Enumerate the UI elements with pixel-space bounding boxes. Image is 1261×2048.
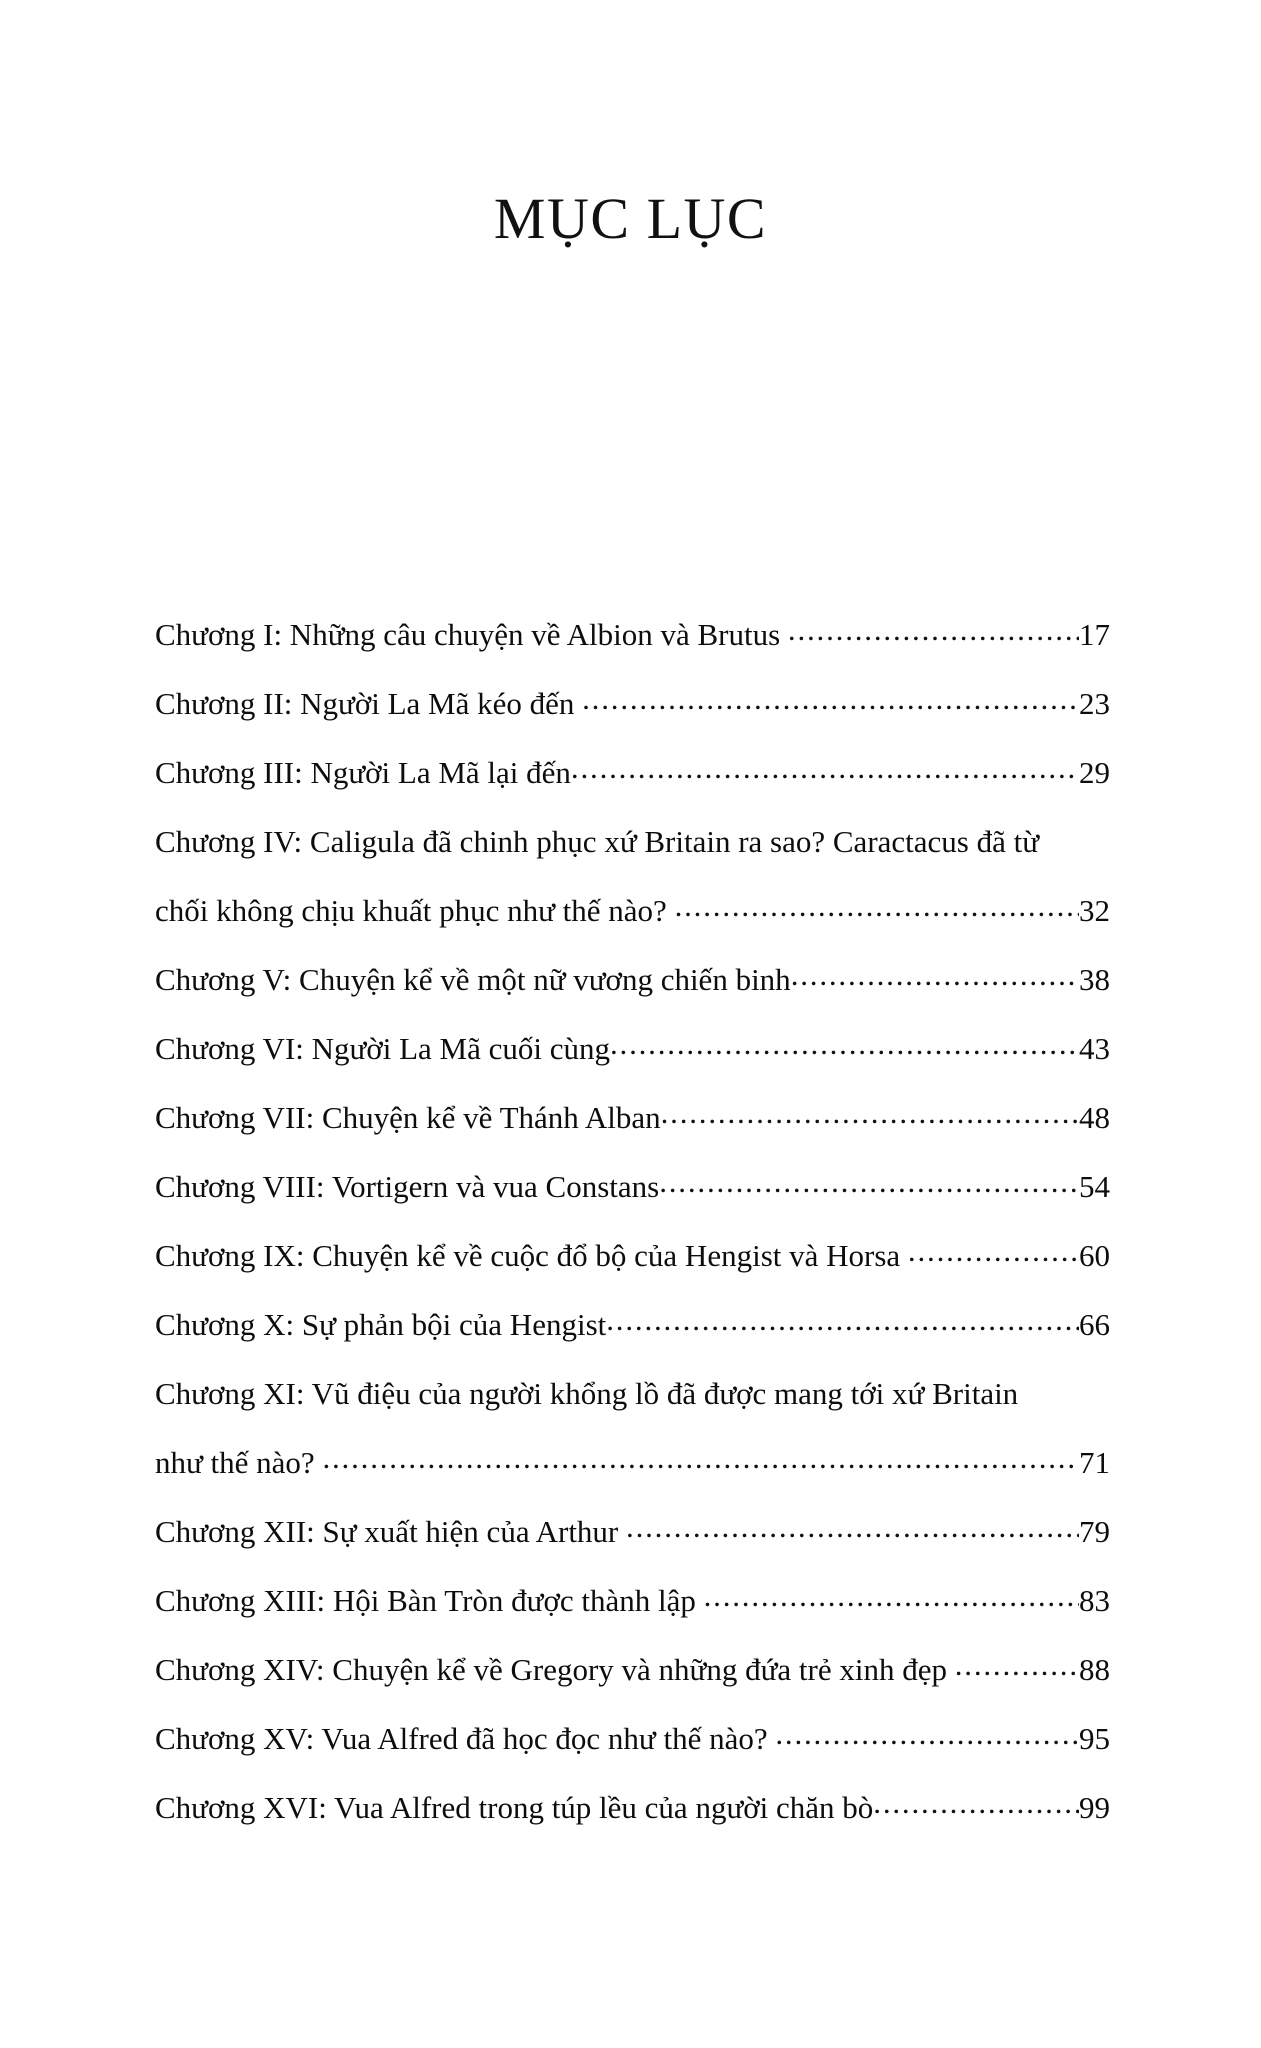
dot-leader bbox=[788, 614, 1079, 645]
toc-entry[interactable] bbox=[155, 1290, 1110, 1359]
toc-entry-line bbox=[155, 1428, 1110, 1497]
toc-entry-title: Chương V: Chuyện kể về một nữ vương chiến binh bbox=[155, 962, 791, 997]
toc-page-number: 38 bbox=[1079, 962, 1110, 997]
toc-entry[interactable] bbox=[155, 600, 1110, 669]
toc-entry-line bbox=[155, 1773, 1110, 1842]
toc-entry-title: Chương XIII: Hội Bàn Tròn được thành lập bbox=[155, 1583, 704, 1618]
toc-page-number: 43 bbox=[1079, 1031, 1110, 1066]
toc-entry-title: Chương XIV: Chuyện kể về Gregory và những đứa trẻ xinh đẹp bbox=[155, 1652, 955, 1687]
dot-leader bbox=[704, 1580, 1079, 1611]
toc-list bbox=[155, 600, 1110, 1842]
toc-entry[interactable] bbox=[155, 1221, 1110, 1290]
toc-entry-line bbox=[155, 1221, 1110, 1290]
toc-entry[interactable] bbox=[155, 945, 1110, 1014]
dot-leader bbox=[791, 959, 1079, 990]
toc-entry[interactable] bbox=[155, 669, 1110, 738]
toc-page-number: 88 bbox=[1079, 1652, 1110, 1687]
toc-page-number: 23 bbox=[1079, 686, 1110, 721]
toc-entry-title: Chương VII: Chuyện kể về Thánh Alban bbox=[155, 1100, 661, 1135]
dot-leader bbox=[659, 1166, 1079, 1197]
dot-leader bbox=[626, 1511, 1079, 1542]
dot-leader bbox=[955, 1649, 1079, 1680]
dot-leader bbox=[582, 683, 1079, 714]
toc-page-number: 29 bbox=[1079, 755, 1110, 790]
toc-entry-title: Chương VIII: Vortigern và vua Constans bbox=[155, 1169, 660, 1204]
toc-page-number: 60 bbox=[1079, 1238, 1110, 1273]
toc-entry-line bbox=[155, 1635, 1110, 1704]
toc-entry-title: như thế nào? bbox=[155, 1445, 323, 1480]
toc-entry-line bbox=[155, 1704, 1110, 1773]
toc-page-number: 71 bbox=[1079, 1445, 1110, 1480]
toc-entry-line bbox=[155, 1014, 1110, 1083]
toc-entry[interactable] bbox=[155, 1773, 1110, 1842]
toc-page-number: 83 bbox=[1079, 1583, 1110, 1618]
toc-entry-line bbox=[155, 876, 1110, 945]
toc-entry-line bbox=[155, 669, 1110, 738]
dot-leader bbox=[908, 1235, 1079, 1266]
toc-entry-title: Chương I: Những câu chuyện về Albion và Brutus bbox=[155, 617, 788, 652]
dot-leader bbox=[606, 1304, 1079, 1335]
toc-entry-title: Chương IX: Chuyện kể về cuộc đổ bộ của Hengist và Horsa bbox=[155, 1238, 908, 1273]
toc-entry-line bbox=[155, 1290, 1110, 1359]
toc-entry[interactable] bbox=[155, 1497, 1110, 1566]
toc-entry[interactable] bbox=[155, 738, 1110, 807]
toc-entry[interactable] bbox=[155, 807, 1110, 945]
toc-page-number: 79 bbox=[1079, 1514, 1110, 1549]
toc-entry-line bbox=[155, 945, 1110, 1014]
toc-entry-line bbox=[155, 738, 1110, 807]
dot-leader bbox=[675, 890, 1079, 921]
toc-entry[interactable] bbox=[155, 1566, 1110, 1635]
toc-entry[interactable] bbox=[155, 1359, 1110, 1497]
toc-entry[interactable] bbox=[155, 1014, 1110, 1083]
dot-leader bbox=[873, 1787, 1079, 1818]
toc-page-number: 99 bbox=[1079, 1790, 1110, 1825]
toc-entry-line-continued bbox=[155, 807, 1110, 876]
toc-entry-title: Chương XVI: Vua Alfred trong túp lều của người chăn bò bbox=[155, 1790, 874, 1825]
toc-entry-title: Chương IV: Caligula đã chinh phục xứ Britain ra sao? Caractacus đã từ bbox=[155, 824, 1040, 859]
toc-entry[interactable] bbox=[155, 1083, 1110, 1152]
toc-page-number: 54 bbox=[1079, 1169, 1110, 1204]
toc-entry-title: Chương II: Người La Mã kéo đến bbox=[155, 686, 583, 721]
dot-leader bbox=[661, 1097, 1079, 1128]
toc-entry-title: Chương III: Người La Mã lại đến bbox=[155, 755, 571, 790]
toc-entry-title: Chương XV: Vua Alfred đã học đọc như thế nào? bbox=[155, 1721, 776, 1756]
toc-entry-line-continued bbox=[155, 1359, 1110, 1428]
toc-entry[interactable] bbox=[155, 1635, 1110, 1704]
toc-entry-line bbox=[155, 600, 1110, 669]
toc-page-number: 95 bbox=[1079, 1721, 1110, 1756]
toc-entry-title: chối không chịu khuất phục như thế nào? bbox=[155, 893, 675, 928]
toc-entry-line bbox=[155, 1566, 1110, 1635]
toc-page-number: 66 bbox=[1079, 1307, 1110, 1342]
toc-entry-line bbox=[155, 1083, 1110, 1152]
toc-entry-line bbox=[155, 1497, 1110, 1566]
toc-entry-line bbox=[155, 1152, 1110, 1221]
toc-entry-title: Chương X: Sự phản bội của Hengist bbox=[155, 1307, 607, 1342]
page-title: MỤC LỤC bbox=[493, 186, 768, 251]
toc-entry-title: Chương XI: Vũ điệu của người khổng lồ đã được mang tới xứ Britain bbox=[155, 1376, 1019, 1411]
dot-leader bbox=[571, 752, 1079, 783]
dot-leader bbox=[322, 1442, 1079, 1473]
toc-entry[interactable] bbox=[155, 1152, 1110, 1221]
toc-entry-title: Chương VI: Người La Mã cuối cùng bbox=[155, 1031, 610, 1066]
toc-entry[interactable] bbox=[155, 1704, 1110, 1773]
toc-page-number: 32 bbox=[1079, 893, 1110, 928]
toc-entry-title: Chương XII: Sự xuất hiện của Arthur bbox=[155, 1514, 627, 1549]
toc-page-number: 17 bbox=[1079, 617, 1110, 652]
dot-leader bbox=[775, 1718, 1079, 1749]
dot-leader bbox=[610, 1028, 1079, 1059]
toc-page-number: 48 bbox=[1079, 1100, 1110, 1135]
